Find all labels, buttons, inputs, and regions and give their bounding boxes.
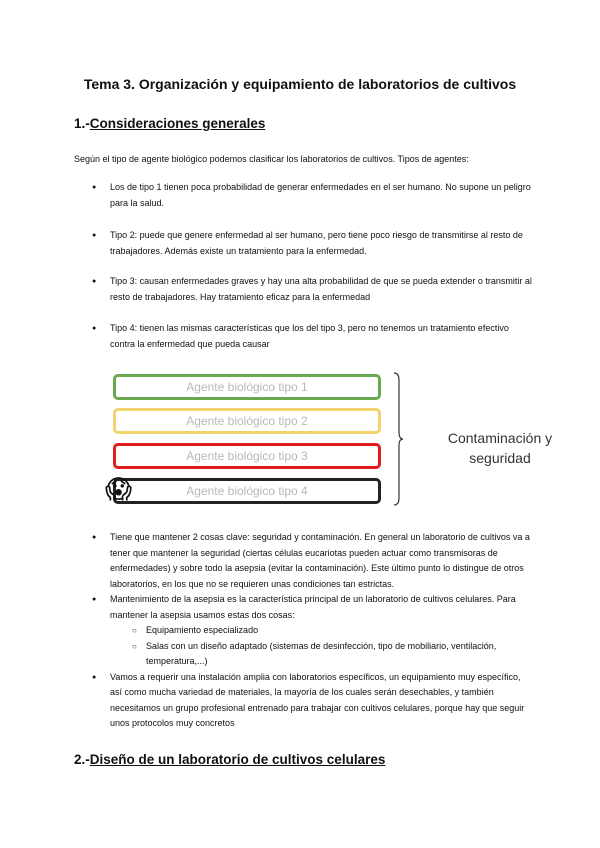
bullet-key-aspects: ● Tiene que mantener 2 cosas clave: seguridad y contaminación. En general un laboratorio de cultivos va a tener que mantener la seguridad (ciertas células eucariotas pueden actuar como transmisoras de enfermedades) y sobre todo la asepsia (evitar la contaminación). Este último punto lo distingue de otros laboratorios, en los que no se requieren unas condiciones tan estrictas. bbox=[92, 530, 532, 592]
agent-box-tipo-2: Agente biológico tipo 2 bbox=[113, 408, 381, 434]
lower-bullets-list bbox=[92, 530, 532, 732]
agent-bullet-4-list bbox=[92, 321, 532, 352]
agent-bullet: ● Los de tipo 1 tienen poca probabilidad de generar enfermedades en el ser humano. No supone un peligro para la salud. bbox=[92, 180, 532, 211]
agent-bullet-3-list bbox=[92, 274, 532, 305]
section-1-title: Consideraciones generales bbox=[89, 116, 266, 131]
section-1-heading bbox=[74, 116, 265, 131]
agent-bullet-1-list bbox=[92, 180, 532, 211]
sub-bullet-equipment: ○ Equipamiento especializado bbox=[132, 623, 532, 639]
section-2-heading bbox=[74, 752, 385, 767]
screaming-face-icon: 😱 bbox=[105, 474, 133, 504]
section-2-title: Diseño de un laboratorio de cultivos celulares bbox=[89, 752, 386, 767]
agent-box-tipo-4: Agente biológico tipo 4 bbox=[113, 478, 381, 504]
asepsis-sublist bbox=[110, 623, 532, 670]
agent-bullet: ● Tipo 4: tienen las mismas características que los del tipo 3, pero no tenemos un tratamiento efectivo contra la enfermedad que pueda causar bbox=[92, 321, 532, 352]
bullet-asepsis bbox=[92, 592, 532, 670]
page-title: Tema 3. Organización y equipamiento de laboratorios de cultivos bbox=[83, 76, 517, 92]
agent-box-tipo-1: Agente biológico tipo 1 bbox=[113, 374, 381, 400]
section-2-number: 2.- bbox=[74, 752, 90, 767]
curly-bracket bbox=[393, 372, 403, 506]
agent-bullet-2-list bbox=[92, 228, 532, 259]
sub-bullet-rooms: ○ Salas con un diseño adaptado (sistemas de desinfección, tipo de mobiliario, ventilación, temperatura,...) bbox=[132, 639, 532, 670]
agent-levels-diagram bbox=[105, 368, 575, 518]
contamination-security-label: Contaminación y seguridad bbox=[447, 430, 553, 466]
intro-paragraph: Según el tipo de agente biológico podemos clasificar los laboratorios de cultivos. Tipos de agentes: bbox=[74, 154, 469, 164]
section-1-number: 1.- bbox=[74, 116, 90, 131]
agent-box-tipo-3: Agente biológico tipo 3 bbox=[113, 443, 381, 469]
agent-bullet: ● Tipo 3: causan enfermedades graves y hay una alta probabilidad de que se pueda extender o transmitir al resto de trabajadores. Hay tratamiento eficaz para la enfermedad bbox=[92, 274, 532, 305]
bullet-installation: ● Vamos a requerir una instalación amplia con laboratorios específicos, un equipamiento muy específico, así como mucha variedad de materiales, la mayoría de los cuales serán desechables, y también necesitamos un grupo profesional entrenado para trabajar con cultivos celulares, porque hay que seguir unos protocolos muy concretos bbox=[92, 670, 532, 732]
bullet-asepsis-text: Mantenimiento de la asepsia es la característica principal de un laboratorio de cultivos celulares. Para mantener la asepsia usamos estas dos cosas: bbox=[110, 594, 516, 620]
agent-bullet: ● Tipo 2: puede que genere enfermedad al ser humano, pero tiene poco riesgo de transmitirse al resto de trabajadores. Además existe un tratamiento para la enfermedad. bbox=[92, 228, 532, 259]
